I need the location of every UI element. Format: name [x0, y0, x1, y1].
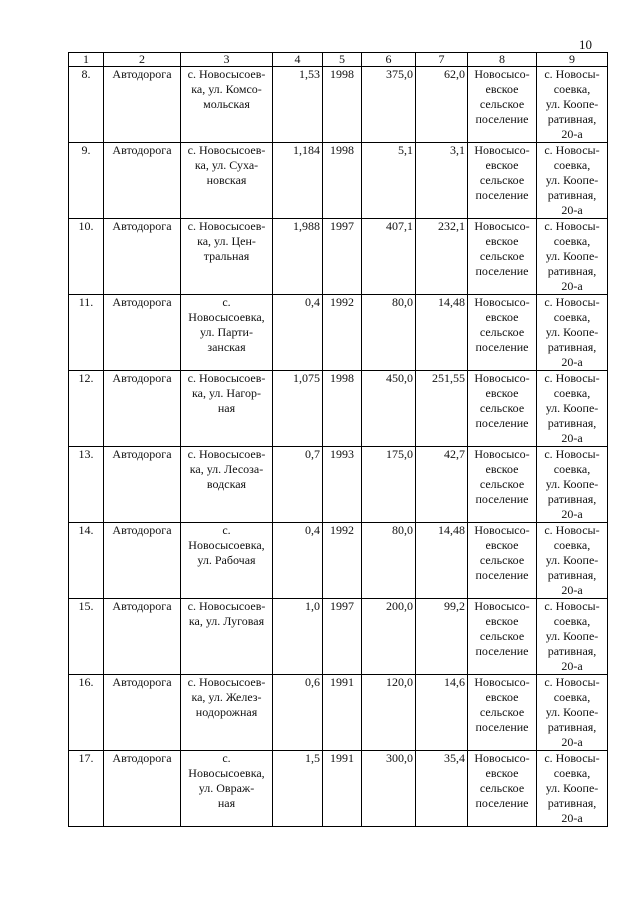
address-cell: с. Новосысоев- ка, ул. Желез- нодорожная [181, 675, 273, 751]
year-cell: 1993 [323, 447, 362, 523]
residual-value-cell: 35,4 [416, 751, 468, 827]
table-row [69, 523, 608, 599]
cost-cell: 407,1 [362, 219, 416, 295]
address-cell: с. Новосысоевка, ул. Овраж- ная [181, 751, 273, 827]
year-cell: 1991 [323, 675, 362, 751]
cost-cell: 80,0 [362, 523, 416, 599]
cost-cell: 80,0 [362, 295, 416, 371]
location-cell: с. Новосы- соевка, ул. Коопе- ративная, 20-а [537, 447, 608, 523]
owner-cell: Новосысо- евское сельское поселение [468, 295, 537, 371]
column-header: 6 [362, 53, 416, 67]
column-header: 7 [416, 53, 468, 67]
owner-cell: Новосысо- евское сельское поселение [468, 143, 537, 219]
column-header: 2 [104, 53, 181, 67]
address-cell: с. Новосысоев- ка, ул. Нагор- ная [181, 371, 273, 447]
year-cell: 1998 [323, 371, 362, 447]
location-cell: с. Новосы- соевка, ул. Коопе- ративная, 20-а [537, 599, 608, 675]
object-type-cell: Автодорога [104, 143, 181, 219]
year-cell: 1991 [323, 751, 362, 827]
column-header: 8 [468, 53, 537, 67]
cost-cell: 200,0 [362, 599, 416, 675]
table-row [69, 295, 608, 371]
address-cell: с. Новосысоев- ка, ул. Цен- тральная [181, 219, 273, 295]
location-cell: с. Новосы- соевка, ул. Коопе- ративная, 20-а [537, 219, 608, 295]
object-type-cell: Автодорога [104, 371, 181, 447]
table-row [69, 143, 608, 219]
owner-cell: Новосысо- евское сельское поселение [468, 751, 537, 827]
object-type-cell: Автодорога [104, 67, 181, 143]
residual-value-cell: 42,7 [416, 447, 468, 523]
table-row [69, 675, 608, 751]
address-cell: с. Новосысоевка, ул. Рабочая [181, 523, 273, 599]
residual-value-cell: 14,48 [416, 295, 468, 371]
location-cell: с. Новосы- соевка, ул. Коопе- ративная, 20-а [537, 751, 608, 827]
residual-value-cell: 14,48 [416, 523, 468, 599]
length-cell: 0,7 [273, 447, 323, 523]
length-cell: 1,5 [273, 751, 323, 827]
length-cell: 0,4 [273, 523, 323, 599]
row-number-cell: 15. [69, 599, 104, 675]
table-header-row [69, 53, 608, 67]
owner-cell: Новосысо- евское сельское поселение [468, 371, 537, 447]
column-header: 4 [273, 53, 323, 67]
year-cell: 1997 [323, 219, 362, 295]
length-cell: 0,4 [273, 295, 323, 371]
owner-cell: Новосысо- евское сельское поселение [468, 219, 537, 295]
owner-cell: Новосысо- евское сельское поселение [468, 599, 537, 675]
address-cell: с. Новосысоев- ка, ул. Лесоза- водская [181, 447, 273, 523]
length-cell: 1,0 [273, 599, 323, 675]
object-type-cell: Автодорога [104, 751, 181, 827]
row-number-cell: 10. [69, 219, 104, 295]
length-cell: 1,184 [273, 143, 323, 219]
year-cell: 1992 [323, 523, 362, 599]
table-row [69, 219, 608, 295]
table-row [69, 371, 608, 447]
address-cell: с. Новосысоев- ка, ул. Луговая [181, 599, 273, 675]
cost-cell: 5,1 [362, 143, 416, 219]
residual-value-cell: 99,2 [416, 599, 468, 675]
owner-cell: Новосысо- евское сельское поселение [468, 447, 537, 523]
length-cell: 0,6 [273, 675, 323, 751]
year-cell: 1998 [323, 67, 362, 143]
row-number-cell: 11. [69, 295, 104, 371]
row-number-cell: 14. [69, 523, 104, 599]
year-cell: 1992 [323, 295, 362, 371]
location-cell: с. Новосы- соевка, ул. Коопе- ративная, 20-а [537, 295, 608, 371]
residual-value-cell: 232,1 [416, 219, 468, 295]
residual-value-cell: 62,0 [416, 67, 468, 143]
cost-cell: 120,0 [362, 675, 416, 751]
row-number-cell: 17. [69, 751, 104, 827]
location-cell: с. Новосы- соевка, ул. Коопе- ративная, 20-а [537, 371, 608, 447]
row-number-cell: 13. [69, 447, 104, 523]
property-register-table [68, 52, 608, 827]
row-number-cell: 9. [69, 143, 104, 219]
cost-cell: 175,0 [362, 447, 416, 523]
length-cell: 1,075 [273, 371, 323, 447]
location-cell: с. Новосы- соевка, ул. Коопе- ративная, 20-а [537, 67, 608, 143]
location-cell: с. Новосы- соевка, ул. Коопе- ративная, 20-а [537, 143, 608, 219]
table-body [69, 67, 608, 827]
row-number-cell: 16. [69, 675, 104, 751]
length-cell: 1,53 [273, 67, 323, 143]
table-row [69, 67, 608, 143]
row-number-cell: 8. [69, 67, 104, 143]
residual-value-cell: 14,6 [416, 675, 468, 751]
owner-cell: Новосысо- евское сельское поселение [468, 675, 537, 751]
length-cell: 1,988 [273, 219, 323, 295]
cost-cell: 375,0 [362, 67, 416, 143]
cost-cell: 450,0 [362, 371, 416, 447]
column-header: 1 [69, 53, 104, 67]
object-type-cell: Автодорога [104, 447, 181, 523]
year-cell: 1997 [323, 599, 362, 675]
object-type-cell: Автодорога [104, 295, 181, 371]
page-number: 10 [579, 37, 592, 52]
residual-value-cell: 251,55 [416, 371, 468, 447]
cost-cell: 300,0 [362, 751, 416, 827]
object-type-cell: Автодорога [104, 523, 181, 599]
location-cell: с. Новосы- соевка, ул. Коопе- ративная, 20-а [537, 675, 608, 751]
address-cell: с. Новосысоев- ка, ул. Суха- новская [181, 143, 273, 219]
object-type-cell: Автодорога [104, 599, 181, 675]
location-cell: с. Новосы- соевка, ул. Коопе- ративная, 20-а [537, 523, 608, 599]
column-header: 3 [181, 53, 273, 67]
address-cell: с. Новосысоев- ка, ул. Комсо- мольская [181, 67, 273, 143]
table-row [69, 447, 608, 523]
address-cell: с. Новосысоевка, ул. Парти- занская [181, 295, 273, 371]
year-cell: 1998 [323, 143, 362, 219]
column-header: 9 [537, 53, 608, 67]
object-type-cell: Автодорога [104, 675, 181, 751]
owner-cell: Новосысо- евское сельское поселение [468, 523, 537, 599]
owner-cell: Новосысо- евское сельское поселение [468, 67, 537, 143]
object-type-cell: Автодорога [104, 219, 181, 295]
residual-value-cell: 3,1 [416, 143, 468, 219]
column-header: 5 [323, 53, 362, 67]
row-number-cell: 12. [69, 371, 104, 447]
table-row [69, 751, 608, 827]
table-row [69, 599, 608, 675]
